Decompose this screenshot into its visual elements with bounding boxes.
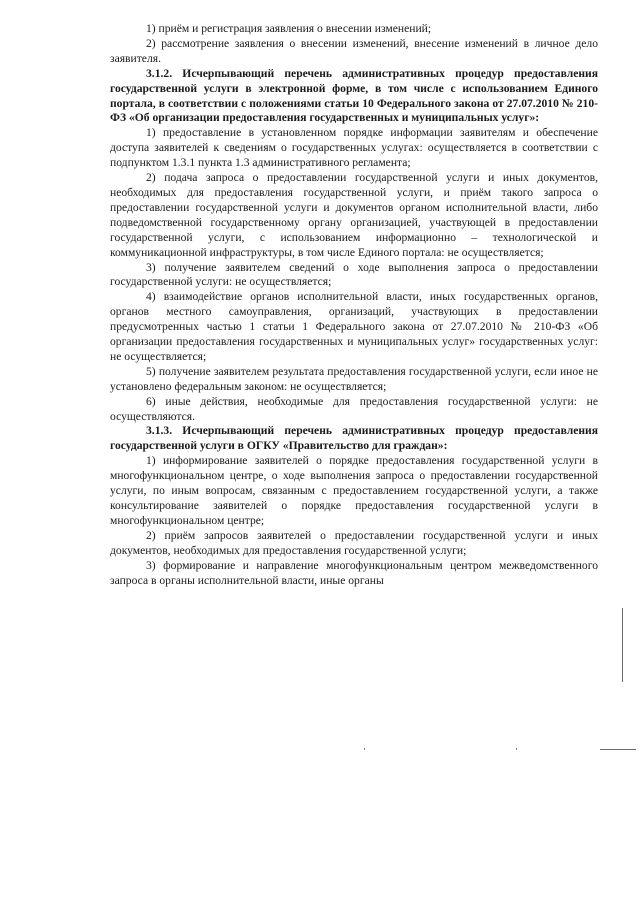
section-heading-3-1-2: 3.1.2. Исчерпывающий перечень административных процедур предоставления государственной услуги в электронной форме, в том числе с использованием Единого портала, в соответствии с положениями статьи 10 Федерального закона от 27.07.2010 № 210-ФЗ «Об организации предоставления государственных и муниципальных услуг»: <box>110 66 598 125</box>
list-item: 1) приём и регистрация заявления о внесении изменений; <box>146 22 432 35</box>
scan-dot-mark <box>516 748 517 750</box>
scan-dash-mark <box>600 749 636 750</box>
list-item: 5) получение заявителем результата предоставления государственной услуги, если иное не установлено федеральным законом: не осуществляется; <box>110 364 598 393</box>
list-item: 4) взаимодействие органов исполнительной власти, иных государственных органов, органов местного самоуправления, организаций, участвующих в предоставлении предусмотренных частью 1 статьи 1 Федерального закона от 27.07.2010 № 210-ФЗ «Об организации предоставления государственных и муниципальных услуг» государственных услуг: не осуществляется; <box>110 290 598 363</box>
list-item: 2) подача запроса о предоставлении государственной услуги и иных документов, необходимых для предоставления государственной услуги, и приём такого запроса о предоставлении государственной услуги и документов органом исполнительной власти, либо подведомственной государственному органу организацией, участвующей в предоставлении государственной услуги, с использованием информационно – технологической и коммуникационной инфраструктуры, в том числе Единого портала: не осуществляется; <box>110 171 598 259</box>
document-page <box>110 22 598 588</box>
scan-dot-mark <box>364 748 365 750</box>
list-item: 1) информирование заявителей о порядке предоставления государственной услуги в многофункциональном центре, о ходе выполнения запроса о предоставлении государственной услуги, по иным вопросам, связанным с предоставлением государственной услуги, а также консультирование заявителей о порядке предоставления государственной услуги в многофункциональном центре; <box>110 454 598 527</box>
scan-edge-mark <box>622 608 623 682</box>
list-item: 3) формирование и направление многофункциональным центром межведомственного запроса в органы исполнительной власти, иные органы <box>110 558 598 587</box>
list-item: 1) предоставление в установленном порядке информации заявителям и обеспечение доступа заявителей к сведениям о государственных услугах: осуществляется в соответствии с подпунктом 1.3.1 пункта 1.3 административного регламента; <box>110 126 598 170</box>
list-item: 6) иные действия, необходимые для предоставления государственной услуги: не осуществляются. <box>110 394 598 423</box>
list-item: 3) получение заявителем сведений о ходе выполнения запроса о предоставлении государственной услуги: не осуществляется; <box>110 260 598 289</box>
list-item: 2) приём запросов заявителей о предоставлении государственной услуги и иных документов, необходимых для предоставления государственной услуги; <box>110 528 598 557</box>
section-heading-3-1-3: 3.1.3. Исчерпывающий перечень административных процедур предоставления государственной услуги в ОГКУ «Правительство для граждан»: <box>110 424 598 453</box>
list-item: 2) рассмотрение заявления о внесении изменений, внесение изменений в личное дело заявителя. <box>110 36 598 65</box>
